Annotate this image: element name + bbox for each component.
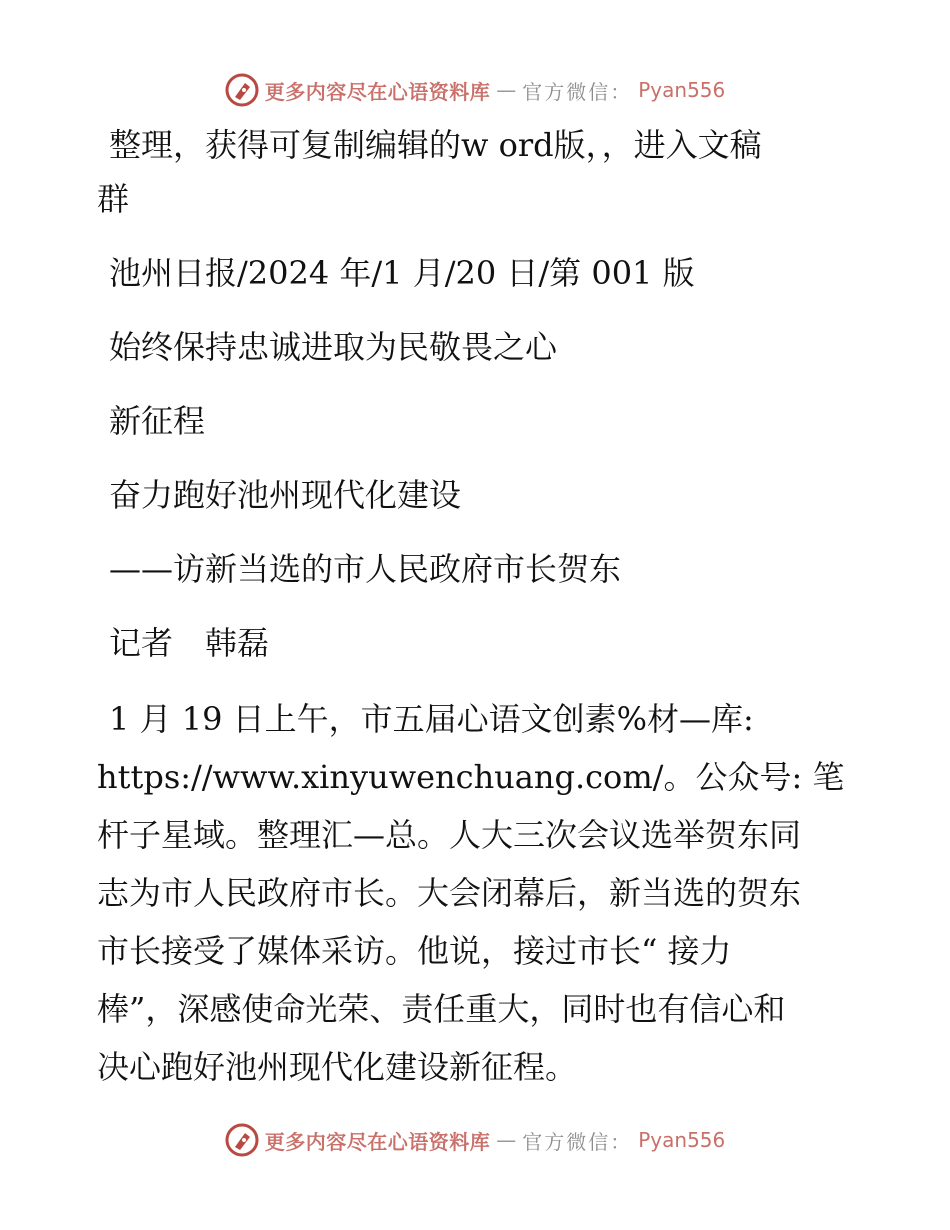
body-line: https://www.xinyuwenchuang.com/。公众号: 笔 bbox=[97, 758, 845, 796]
watermark-separator: — bbox=[496, 78, 517, 102]
headline-3: 奋力跑好池州现代化建设 bbox=[109, 476, 462, 514]
watermark-separator: — bbox=[496, 1128, 517, 1152]
intro-line: 整理，获得可复制编辑的w ord版，，进入文稿 bbox=[109, 126, 762, 164]
body-line: 市长接受了媒体采访。他说，接过市长“ 接力 bbox=[97, 932, 732, 970]
headline-1: 始终保持忠诚进取为民敬畏之心 bbox=[109, 328, 558, 366]
pen-nib-logo-icon bbox=[225, 1123, 259, 1157]
source-line: 池州日报/2024 年/1 月/20 日/第 001 版 bbox=[109, 254, 695, 292]
watermark-wechat-handle: Pyan556 bbox=[638, 78, 726, 102]
body-line: 决心跑好池州现代化建设新征程。 bbox=[97, 1048, 578, 1086]
body-line: 棒”，深感使命光荣、责任重大，同时也有信心和 bbox=[97, 990, 786, 1028]
body-line: 1 月 19 日上午，市五届心语文创素%材—库: bbox=[109, 700, 754, 738]
body-line: 志为市人民政府市长。大会闭幕后，新当选的贺东 bbox=[97, 874, 802, 912]
subtitle: ——访新当选的市人民政府市长贺东 bbox=[109, 550, 622, 588]
watermark-main-text: 更多内容尽在心语资料库 bbox=[264, 79, 491, 104]
header-watermark bbox=[0, 70, 950, 110]
byline: 记者 韩磊 bbox=[109, 624, 270, 662]
intro-line-continued: 群 bbox=[97, 180, 130, 218]
watermark-wechat-handle: Pyan556 bbox=[638, 1128, 726, 1152]
body-line: 杆子星域。整理汇—总。人大三次会议选举贺东同 bbox=[97, 816, 802, 854]
headline-2: 新征程 bbox=[109, 402, 206, 440]
watermark-main-text: 更多内容尽在心语资料库 bbox=[264, 1129, 491, 1154]
watermark-official-label: 官方微信： bbox=[522, 1129, 633, 1154]
footer-watermark bbox=[0, 1120, 950, 1160]
watermark-official-label: 官方微信： bbox=[522, 79, 633, 104]
pen-nib-logo-icon bbox=[225, 73, 259, 107]
document-body bbox=[97, 118, 857, 1096]
body-paragraph bbox=[97, 690, 857, 1096]
